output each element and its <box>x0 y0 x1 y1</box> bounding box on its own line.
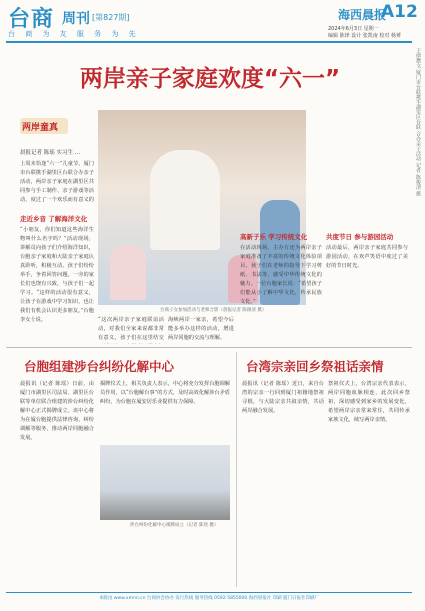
lead-subhead-1: 走近乡音 了解海洋文化 <box>20 215 88 223</box>
masthead-paper-name: 海西晨报 <box>338 8 387 22</box>
lead-subhead-2: 高新子乐 学习传统文化 <box>240 233 308 241</box>
section-divider <box>6 347 412 348</box>
lead-photo-child-figure <box>110 245 146 300</box>
lead-photo-caption: 台商子女参加活动与老师合影（晨报记者 陈俊清 摄） <box>160 308 267 313</box>
lead-col1-body: “小朋友，你们知道这些海洋生物叫什么名字吗？”活动现场，讲解员向孩子们介绍海洋知识，台胞亲子家庭和大陆亲子家庭认真聆听，积极互动。孩子们纷纷举手，争着回答问题。一旁的家长们也饶有兴致，与孩子们一起学习。“这样的活动很有意义，让孩子在游戏中学习知识，也让我们有机会认识更多朋友。”台胞李女士说。 <box>20 227 94 323</box>
lead-subhead-3: 共度节日 参与游园活动 <box>326 233 394 241</box>
masthead-page-number: A12 <box>381 2 418 22</box>
masthead-editor: 编辑 陈律 设计 张凯南 校对 杨赟 <box>328 33 401 39</box>
lead-photo-adult-figure <box>150 150 220 250</box>
lead-intro: 上周末恰逢“六一”儿童节，厦门市台联携手湖里区台联合办亲子活动，两岸亲子家庭在湖里区共同参与手工制作、亲子游戏等活动，度过了一个欢乐而有意义的 <box>20 161 94 203</box>
masthead-date: 2024年6月3日 星期一 <box>328 26 379 32</box>
masthead-rule <box>6 41 412 43</box>
lead-col2-body: “这次两岸亲子家庭联谊活动，对我们全家来说都非常有意义，孩子们在这里结交 <box>98 317 164 341</box>
story3-headline: 台湾宗亲回乡祭祖话亲情 <box>246 359 384 374</box>
lead-col5-body: 活动最后，两岸亲子家庭共同参与游园活动，在欢声笑语中度过了美好的节日时光。 <box>326 245 408 269</box>
masthead-tagline: 台 商 为 友 服 务 为 先 <box>8 30 140 38</box>
column-divider <box>236 352 237 587</box>
story2-photo <box>100 445 230 520</box>
masthead-weekly: 周刊 <box>62 11 90 27</box>
story3-lead: 晨报讯（记者 陈瑶）近日，来自台湾的宗亲一行回到厦门祖籍地祭祖寻根，与大陆宗亲共叙亲情，共话两岸融合发展。 <box>242 381 324 414</box>
story2-lead: 晨报讯（记者 陈瑶）日前，由厦门市湖里区司法局、湖里区台联等单位联合组建的涉台纠纷化解中心正式揭牌成立。该中心将为在厦台胞提供法律咨询、纠纷调解等服务，推动两岸同胞融合发展。 <box>20 381 94 441</box>
page-footer: 本版由 www.xmnn.cn 台商协会协办 发行热线 服务热线 0592-5855000 海西晨报社 印刷 厦门日报社印刷厂 <box>6 592 412 605</box>
lead-byline: 晨报记者 陈瑶 实习生 … <box>20 150 81 156</box>
lead-col4-body: 在活动现场，主办方还为两岸亲子家庭准备了丰富的传统文化体验项目。孩子们在老师的指导下学习剪纸、书法等，感受中华传统文化的魅力。一位台胞家长说：“希望孩子们能从小了解中华文化，传承民族文化。” <box>240 245 322 305</box>
story2-headline: 台胞组建涉台纠纷化解中心 <box>24 359 175 374</box>
lead-headline: 两岸亲子家庭欢度“六一” <box>79 66 341 92</box>
masthead-brand: 台商 <box>8 7 55 32</box>
story3-body: 祭祖仪式上，台湾宗亲代表表示，两岸同胞血脉相连，此次回乡祭祖，深切感受到家乡的发展变化，希望两岸宗亲常来常往，共同传承家族文化，续写两岸亲情。 <box>328 381 410 423</box>
masthead-issue: [第827期] <box>92 13 130 22</box>
lead-col3-body: 海峡两岸一家亲，希望今后能多举办这样的活动，增进两岸同胞的交流与理解。 <box>168 317 234 341</box>
story2-photo-caption: 涉台纠纷化解中心揭牌成立（记者 陈瑶 摄） <box>130 523 219 528</box>
activity-logo-text: 两岸童真 <box>22 123 59 133</box>
side-vertical-caption: 王律撰文 厦门市台联携手湖里区台联 合办亲子活动 记者 陈俊清 摄 <box>415 48 421 196</box>
story2-body: 揭牌仪式上，相关负责人表示，中心将充分发挥台胞调解员作用，以“台胞解台事”的方式，及时高效化解涉台矛盾纠纷，为台胞在厦安居乐业提供有力保障。 <box>100 381 230 405</box>
